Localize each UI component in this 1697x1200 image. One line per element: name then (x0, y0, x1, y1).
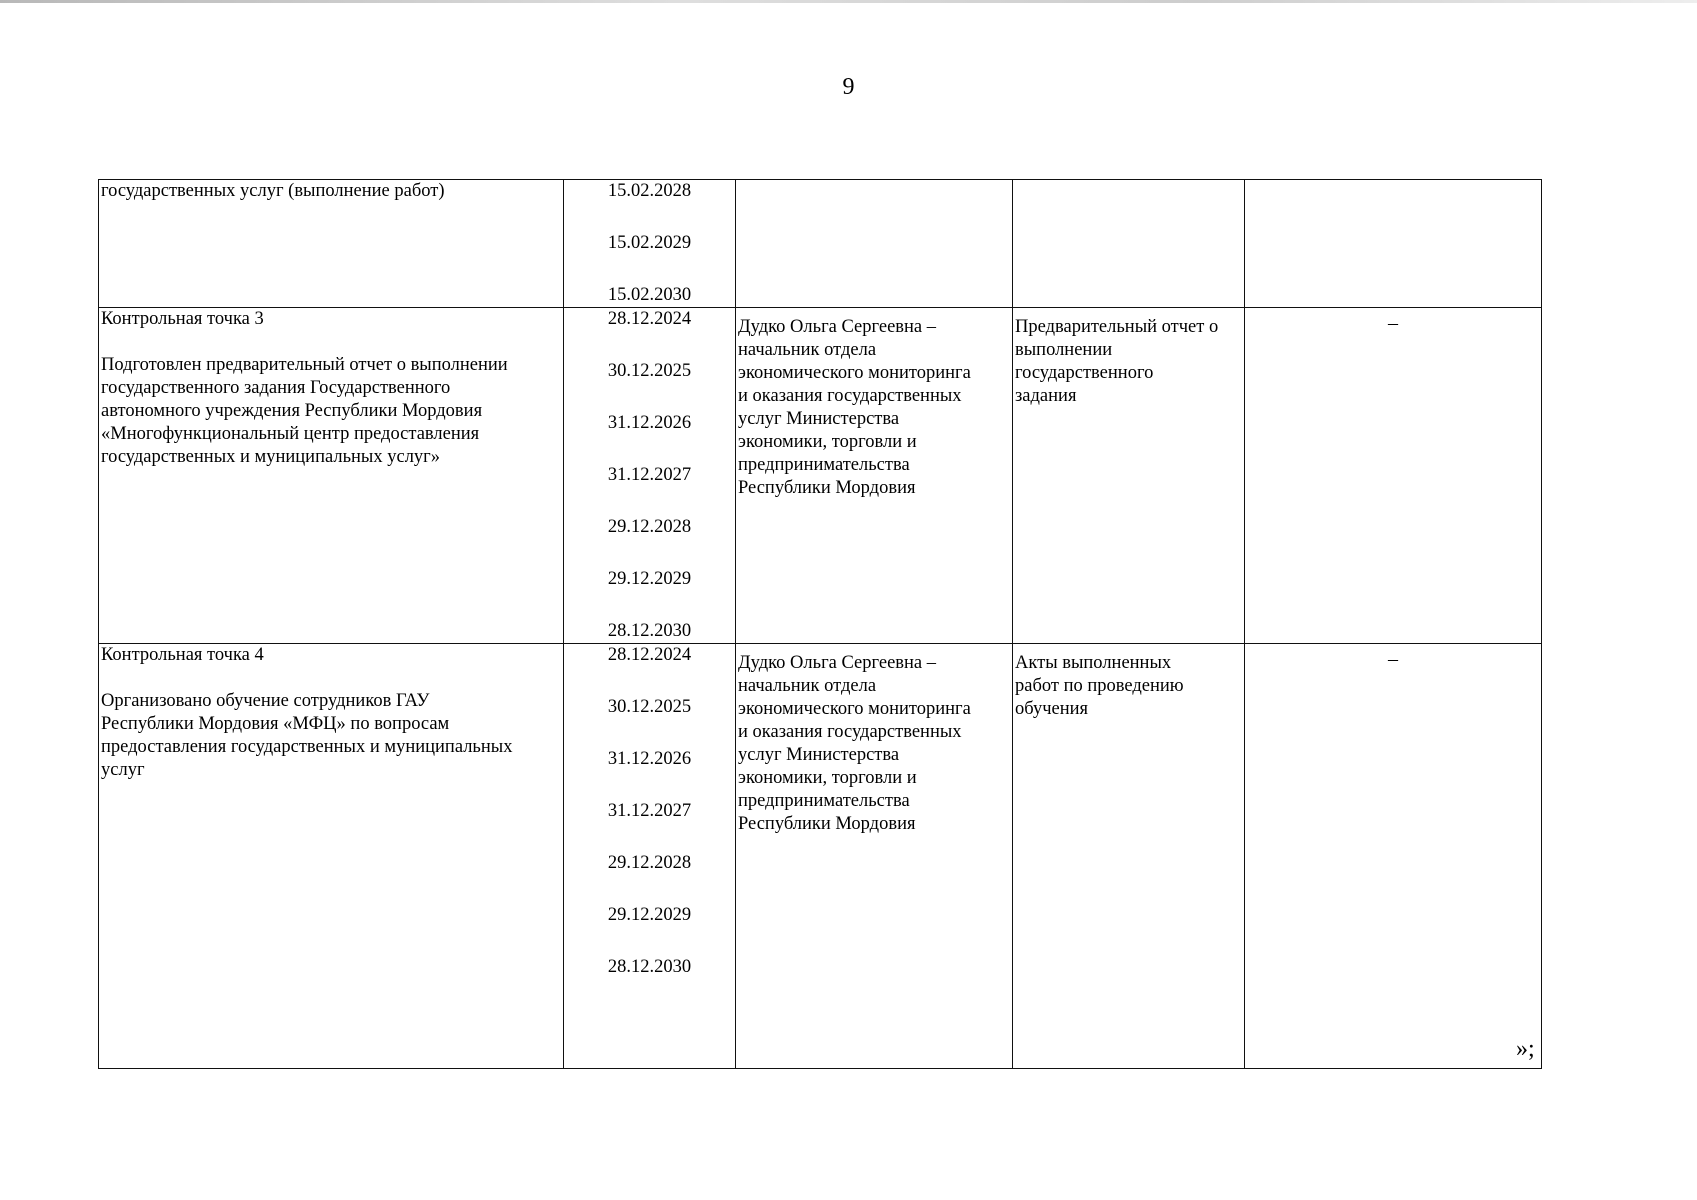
dash-mark: – (1388, 312, 1398, 334)
responsible-line: Дудко Ольга Сергеевна – (738, 317, 937, 337)
description-line: государственных услуг (выполнение работ) (101, 181, 445, 201)
extra-cell (1245, 644, 1542, 1069)
description-line: услуг (101, 760, 145, 780)
responsible-line: экономики, торговли и (738, 768, 917, 788)
description-line: Организовано обучение сотрудников ГАУ (101, 691, 430, 711)
responsible-cell (736, 644, 1013, 1069)
date-value: 30.12.2025 (607, 361, 692, 381)
document-line: Акты выполненных (1015, 653, 1172, 673)
date-value: 31.12.2027 (607, 801, 692, 821)
document-line: государственного (1015, 363, 1154, 383)
control-point-title: Контрольная точка 4 (101, 645, 264, 665)
responsible-cell (736, 308, 1013, 644)
closing-quote-mark: »; (1516, 1036, 1535, 1062)
document-line: выполнении (1015, 340, 1113, 360)
description-line: государственного задания Государственного (101, 378, 451, 398)
responsible-line: экономики, торговли и (738, 432, 917, 452)
date-value: 29.12.2028 (607, 853, 692, 873)
responsible-line: и оказания государственных (738, 722, 962, 742)
dates-cell (564, 644, 736, 1069)
responsible-line: начальник отдела (738, 676, 877, 696)
responsible-line: Республики Мордовия (738, 478, 916, 498)
document-line: задания (1015, 386, 1077, 406)
responsible-cell (736, 180, 1013, 308)
table-row (99, 308, 1542, 644)
scan-edge (0, 0, 1697, 3)
control-points-table (98, 179, 1542, 1069)
responsible-line: Дудко Ольга Сергеевна – (738, 653, 937, 673)
date-value: 29.12.2028 (607, 517, 692, 537)
description-line: автономного учреждения Республики Мордовия (101, 401, 483, 421)
document-cell (1013, 308, 1245, 644)
responsible-line: услуг Министерства (738, 409, 900, 429)
dates-cell (564, 180, 736, 308)
page-number: 9 (842, 74, 855, 100)
date-value: 28.12.2024 (607, 645, 692, 665)
date-value: 31.12.2026 (607, 413, 692, 433)
date-value: 29.12.2029 (607, 569, 692, 589)
date-value: 29.12.2029 (607, 905, 692, 925)
responsible-line: экономического мониторинга (738, 699, 971, 719)
description-cell (99, 308, 564, 644)
date-value: 15.02.2030 (607, 285, 692, 305)
table-row (99, 644, 1542, 1069)
control-point-title: Контрольная точка 3 (101, 309, 264, 329)
date-value: 28.12.2024 (607, 309, 692, 329)
responsible-line: начальник отдела (738, 340, 877, 360)
description-line: Республики Мордовия «МФЦ» по вопросам (101, 714, 450, 734)
document-line: работ по проведению (1015, 676, 1184, 696)
extra-cell (1245, 180, 1542, 308)
date-value: 28.12.2030 (607, 621, 692, 641)
document-cell (1013, 644, 1245, 1069)
responsible-line: экономического мониторинга (738, 363, 971, 383)
description-line: «Многофункциональный центр предоставления (101, 424, 480, 444)
responsible-line: услуг Министерства (738, 745, 900, 765)
document-line: Предварительный отчет о (1015, 317, 1219, 337)
date-value: 15.02.2029 (607, 233, 692, 253)
dash-mark: – (1388, 648, 1398, 670)
description-line: Подготовлен предварительный отчет о выполнении (101, 355, 508, 375)
document-line: обучения (1015, 699, 1089, 719)
description-cell (99, 644, 564, 1069)
extra-cell (1245, 308, 1542, 644)
date-value: 15.02.2028 (607, 181, 692, 201)
description-cell (99, 180, 564, 308)
date-value: 31.12.2026 (607, 749, 692, 769)
responsible-line: Республики Мордовия (738, 814, 916, 834)
date-value: 28.12.2030 (607, 957, 692, 977)
responsible-line: и оказания государственных (738, 386, 962, 406)
dates-cell (564, 308, 736, 644)
date-value: 30.12.2025 (607, 697, 692, 717)
description-line: предоставления государственных и муниципальных (101, 737, 513, 757)
table-row (99, 180, 1542, 308)
responsible-line: предпринимательства (738, 455, 910, 475)
document-cell (1013, 180, 1245, 308)
responsible-line: предпринимательства (738, 791, 910, 811)
description-line: государственных и муниципальных услуг» (101, 447, 441, 467)
date-value: 31.12.2027 (607, 465, 692, 485)
